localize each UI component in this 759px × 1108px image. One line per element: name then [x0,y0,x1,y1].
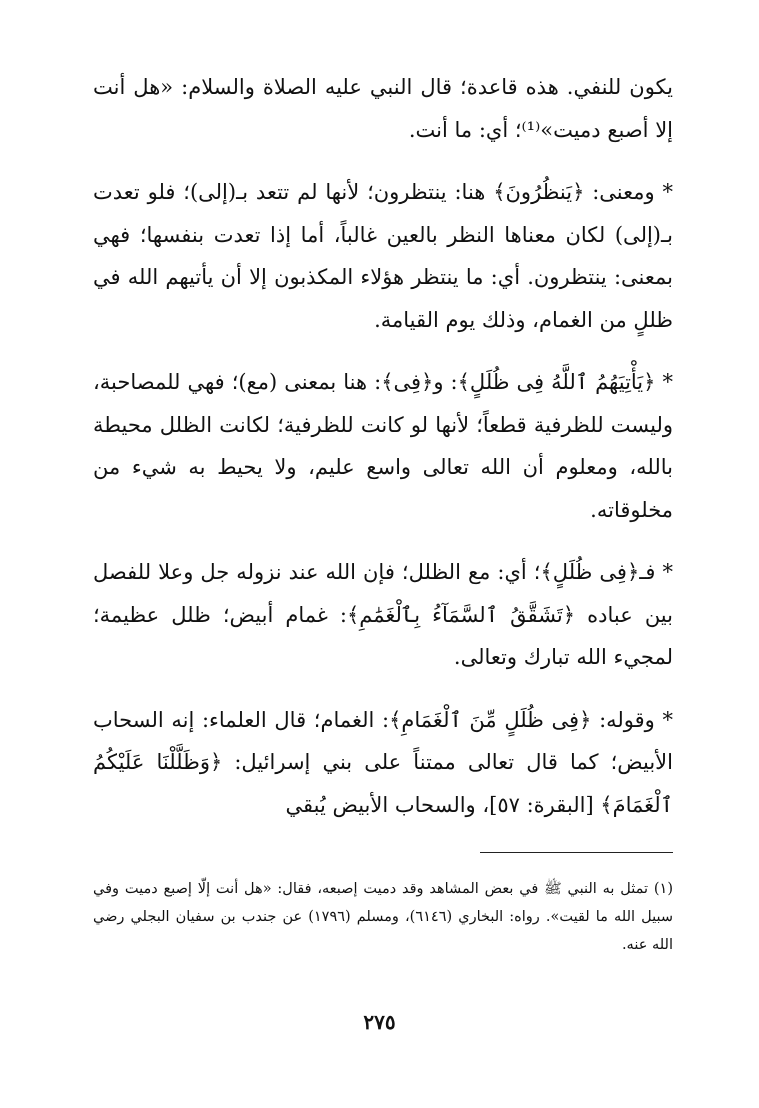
paragraph-2: * ومعنى: ﴿يَنظُرُونَ﴾ هنا: ينتظرون؛ لأنها لم تتعد بـ(إلى)؛ فلو تعدت بـ(إلى) لكان معناها النظر بالعين غالباً، أما إذا تعدت بنفسها؛ فهي بمعنى: ينتظرون. أي: ما ينتظر هؤلاء المكذبون إلا أن يأتيهم الله في ظللٍ من الغمام، وذلك يوم القيامة. [93,180,673,332]
paragraph-5: * وقوله: ﴿فِى ظُلَلٍ مِّنَ ٱلْغَمَامِ﴾: الغمام؛ قال العلماء: إنه السحاب الأبيض؛ كما قال تعالى ممتناً على بني إسرائيل: ﴿وَظَلَّلْنَا عَلَيْكُمُ ٱلْغَمَامَ﴾ [البقرة: ٥٧]، والسحاب الأبيض يُبقي [93,707,673,817]
paragraph-3: * ﴿يَأْتِيَهُمُ ٱللَّهُ فِى ظُلَلٍ﴾: و﴿فِى﴾: هنا بمعنى (مع)؛ فهي للمصاحبة، وليست للظرفية قطعاً؛ لأنها لو كانت للظرفية؛ لكانت الظلل محيطة بالله، ومعلوم أن الله تعالى واسع عليم، ولا يحيط به شيء من مخلوقاته. [93,370,674,522]
page-number: ٢٧٥ [363,1010,396,1034]
main-text [93,66,673,846]
paragraph-4: * فـ﴿فِى ظُلَلٍ﴾؛ أي: مع الظلل؛ فإن الله عند نزوله جل وعلا للفصل بين عباده ﴿تَشَقَّقُ ٱلسَّمَآءُ بِٱلْغَمَٰمِ﴾: غمام أبيض؛ ظلل عظيمة؛ لمجيء الله تبارك وتعالى. [93,560,673,669]
footnote-divider [480,852,673,853]
paragraph-1: يكون للنفي. هذه قاعدة؛ قال النبي عليه الصلاة والسلام: «هل أنت إلا أصبع دميت»⁽¹⁾؛ أي: ما أنت. [93,75,673,142]
footnote: (١) تمثل به النبي ﷺ في بعض المشاهد وقد دميت إصبعه، فقال: «هل أنت إلّا إصبع دميت وفي سبيل الله ما لقيت». رواه: البخاري (٦١٤٦)، ومسلم (١٧٩٦) عن جندب بن سفيان البجلي رضي الله عنه. [93,881,674,953]
